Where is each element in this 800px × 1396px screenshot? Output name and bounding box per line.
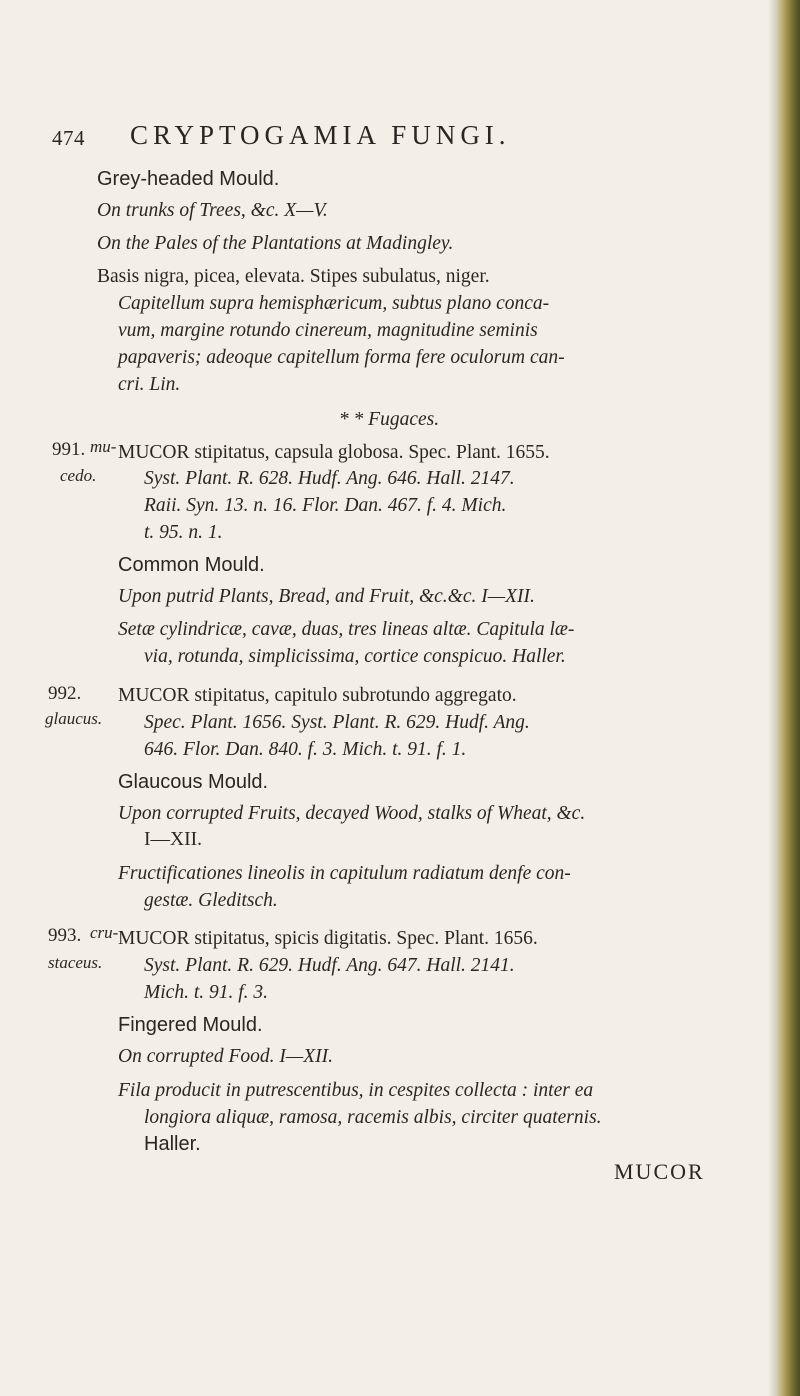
- description-line: Basis nigra, picea, elevata. Stipes subulatus, niger.: [97, 266, 490, 287]
- page-gutter-shadow: [768, 0, 778, 1396]
- species-epithet: cedo.: [60, 466, 97, 485]
- habitat-line: Upon corrupted Fruits, decayed Wood, stalks of Wheat, &c.: [118, 803, 586, 824]
- habitat-line: On the Pales of the Plantations at Madingley.: [97, 233, 454, 254]
- species-epithet: mu-: [90, 437, 117, 456]
- common-name: Grey-headed Mould.: [97, 168, 280, 190]
- description-line: cri. Lin.: [118, 374, 181, 395]
- page-number: 474: [52, 126, 85, 150]
- description-line: Haller.: [144, 1133, 201, 1155]
- description-line: Fila producit in putrescentibus, in cespites collecta : inter ea: [118, 1080, 594, 1101]
- habitat-line: I—XII.: [144, 829, 202, 850]
- description-line: Fructificationes lineolis in capitulum radiatum denfe con-: [118, 863, 571, 884]
- species-epithet: glaucus.: [45, 709, 103, 728]
- reference-line: MUCOR stipitatus, capsula globosa. Spec. Plant. 1655.: [118, 442, 550, 463]
- description-line: Capitellum supra hemisphæricum, subtus plano conca-: [118, 293, 550, 314]
- description-line: papaveris; adeoque capitellum forma fere oculorum can-: [118, 347, 565, 368]
- page-edge: [778, 0, 800, 1396]
- species-number: 992.: [48, 683, 82, 704]
- common-name: Common Mould.: [118, 554, 265, 576]
- description-line: longiora aliquæ, ramosa, racemis albis, circiter quaternis.: [144, 1107, 602, 1128]
- common-name: Fingered Mould.: [118, 1014, 263, 1036]
- description-line: vum, margine rotundo cinereum, magnitudine seminis: [118, 320, 538, 341]
- reference-line: Mich. t. 91. f. 3.: [144, 982, 269, 1003]
- section-heading: * * Fugaces.: [338, 409, 440, 430]
- description-line: gestæ. Gleditsch.: [144, 890, 278, 911]
- reference-line: MUCOR stipitatus, spicis digitatis. Spec. Plant. 1656.: [118, 928, 538, 949]
- reference-line: MUCOR stipitatus, capitulo subrotundo aggregato.: [118, 685, 517, 706]
- reference-line: 646. Flor. Dan. 840. f. 3. Mich. t. 91. f. 1.: [144, 739, 467, 760]
- species-epithet: cru-: [90, 923, 119, 942]
- catchword: MUCOR: [614, 1159, 705, 1184]
- species-epithet: staceus.: [48, 953, 103, 972]
- species-number: 993.: [48, 925, 82, 946]
- page-header: [52, 116, 692, 156]
- reference-line: Syst. Plant. R. 629. Hudf. Ang. 647. Hall. 2141.: [144, 955, 515, 976]
- running-title: CRYPTOGAMIA FUNGI.: [130, 120, 511, 150]
- reference-line: Spec. Plant. 1656. Syst. Plant. R. 629. Hudf. Ang.: [144, 712, 530, 733]
- habitat-line: On corrupted Food. I—XII.: [118, 1046, 334, 1067]
- reference-line: t. 95. n. 1.: [144, 522, 223, 543]
- habitat-line: Upon putrid Plants, Bread, and Fruit, &c.&c. I—XII.: [118, 586, 535, 607]
- reference-line: Syst. Plant. R. 628. Hudf. Ang. 646. Hall. 2147.: [144, 468, 515, 489]
- species-number: 991.: [52, 439, 86, 460]
- habitat-line: On trunks of Trees, &c. X—V.: [97, 200, 328, 221]
- description-line: via, rotunda, simplicissima, cortice conspicuo. Haller.: [144, 646, 566, 667]
- reference-line: Raii. Syn. 13. n. 16. Flor. Dan. 467. f. 4. Mich.: [144, 495, 507, 516]
- common-name: Glaucous Mould.: [118, 771, 269, 793]
- description-line: Setæ cylindricæ, cavæ, duas, tres lineas altæ. Capitula læ-: [118, 619, 575, 640]
